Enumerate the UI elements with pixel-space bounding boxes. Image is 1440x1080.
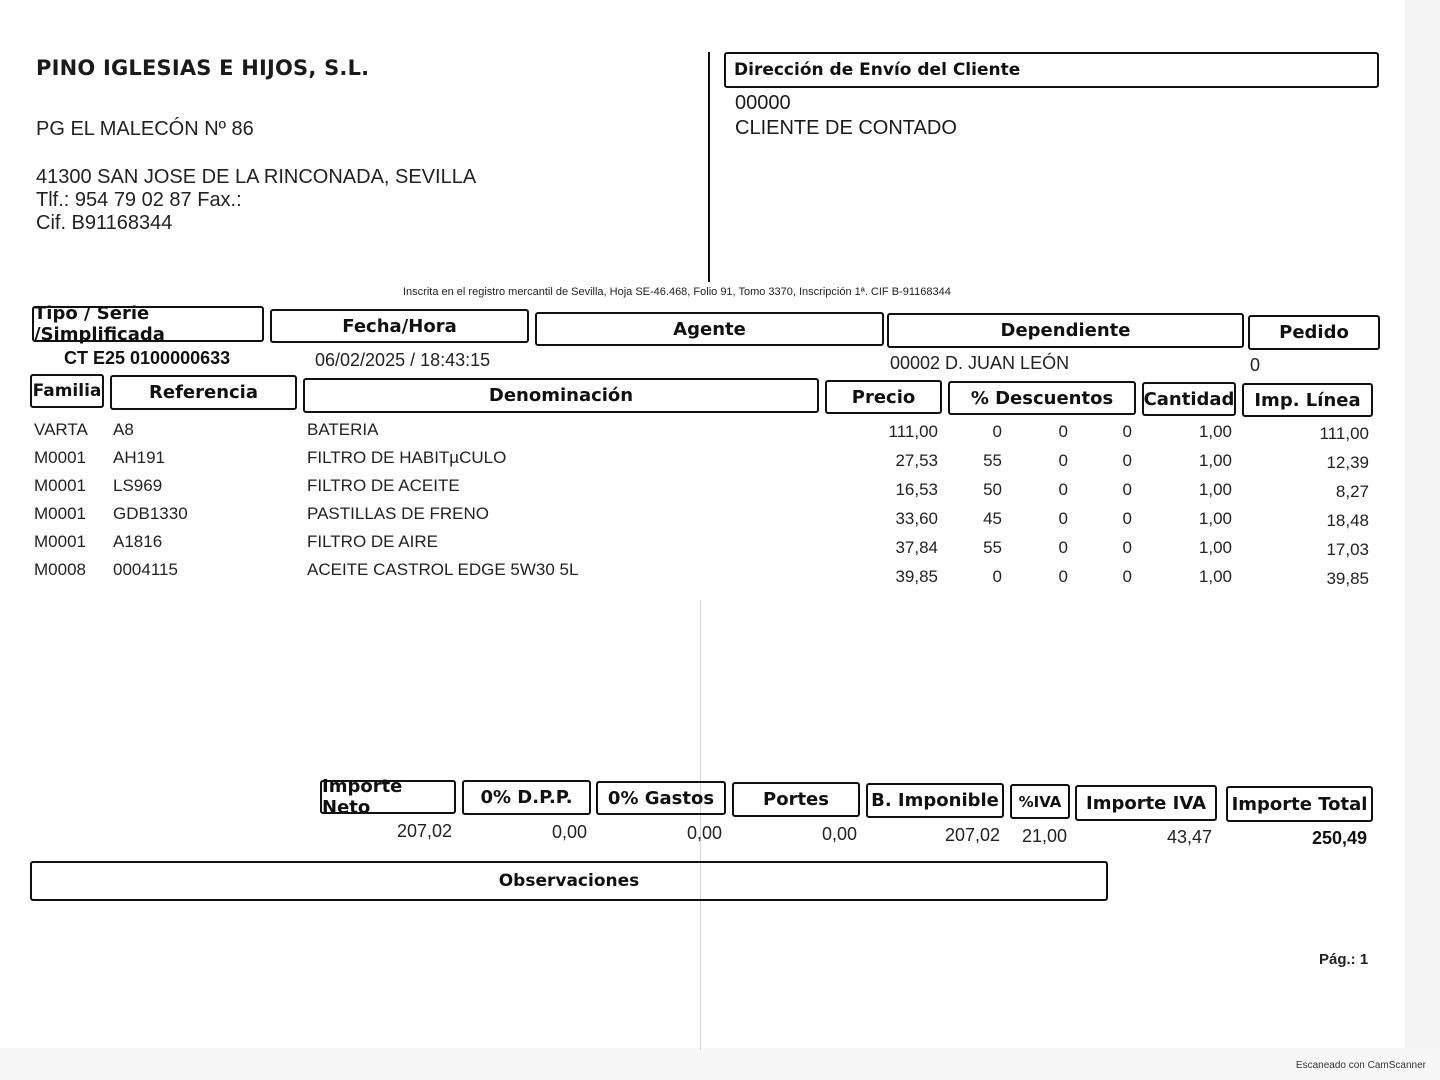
line-precio: 33,60 — [895, 509, 938, 528]
header-tipo: Tipo / Serie /Simplificada — [32, 306, 264, 342]
line-precio: 16,53 — [895, 480, 938, 499]
line-familia: M0001 — [34, 504, 86, 523]
header-descuentos: % Descuentos — [948, 381, 1136, 415]
line-familia: M0001 — [34, 532, 86, 551]
header-denominacion: Denominación — [303, 378, 819, 413]
value-importe-total: 250,49 — [1311, 828, 1367, 848]
header-dependiente: Dependiente — [887, 313, 1244, 348]
line-denominacion: PASTILLAS DE FRENO — [307, 504, 490, 523]
header-fecha: Fecha/Hora — [270, 309, 529, 343]
company-address-line2: 41300 SAN JOSE DE LA RINCONADA, SEVILLA — [36, 166, 477, 188]
line-descuento-3: 0 — [1122, 538, 1132, 557]
line-importe: 39,85 — [1326, 569, 1369, 588]
line-precio: 27,53 — [895, 451, 938, 470]
company-name: PINO IGLESIAS E HIJOS, S.L. — [36, 56, 370, 80]
line-descuento-3: 0 — [1122, 480, 1132, 499]
line-familia: M0001 — [34, 476, 86, 495]
line-denominacion: ACEITE CASTROL EDGE 5W30 5L — [307, 560, 579, 579]
line-cantidad: 1,00 — [1198, 509, 1232, 528]
value-importe-iva: 43,47 — [1166, 827, 1212, 847]
line-descuento-1: 45 — [983, 509, 1002, 528]
line-precio: 111,00 — [888, 422, 938, 441]
line-item-row — [0, 476, 1440, 502]
line-descuento-3: 0 — [1122, 509, 1132, 528]
line-item-row — [0, 448, 1440, 474]
registry-note: Inscrita en el registro mercantil de Sevilla, Hoja SE-46.468, Folio 91, Tomo 3370, Inscripción 1ª. CIF B-91168344 — [403, 286, 951, 298]
line-familia: M0001 — [34, 448, 86, 467]
header-importe-total: Importe Total — [1226, 786, 1373, 822]
line-cantidad: 1,00 — [1198, 480, 1232, 499]
company-address-line1: PG EL MALECÓN Nº 86 — [36, 118, 254, 140]
line-item-row — [0, 504, 1440, 530]
line-cantidad: 1,00 — [1198, 538, 1232, 557]
header-referencia: Referencia — [110, 375, 297, 410]
value-dpp: 0,00 — [551, 822, 587, 842]
line-item-row — [0, 560, 1440, 586]
line-importe: 8,27 — [1335, 482, 1369, 501]
client-name: CLIENTE DE CONTADO — [735, 117, 957, 139]
line-importe: 18,48 — [1326, 511, 1369, 530]
line-descuento-3: 0 — [1122, 451, 1132, 470]
page-number: Pág.: 1 — [1319, 951, 1369, 968]
line-cantidad: 1,00 — [1198, 567, 1232, 586]
scanner-watermark: Escaneado con CamScanner — [1295, 1060, 1426, 1071]
header-iva-pct: %IVA — [1010, 784, 1070, 819]
value-importe-neto: 207,02 — [396, 821, 452, 841]
company-cif: Cif. B91168344 — [36, 212, 173, 234]
line-descuento-1: 0 — [992, 567, 1002, 586]
header-portes: Portes — [732, 782, 860, 817]
scan-bottom-strip — [0, 1048, 1440, 1080]
line-denominacion: FILTRO DE AIRE — [307, 532, 438, 551]
line-denominacion: FILTRO DE ACEITE — [307, 476, 460, 495]
value-dependiente: 00002 D. JUAN LEÓN — [890, 353, 1070, 373]
header-importe-neto: Importe Neto — [320, 780, 456, 814]
line-importe: 12,39 — [1326, 453, 1369, 472]
line-descuento-2: 0 — [1058, 509, 1068, 528]
line-descuento-1: 50 — [983, 480, 1002, 499]
line-referencia: GDB1330 — [113, 504, 188, 523]
line-familia: VARTA — [34, 420, 88, 439]
header-cantidad: Cantidad — [1142, 382, 1236, 416]
line-referencia: A1816 — [113, 532, 163, 551]
value-iva-pct: 21,00 — [1022, 826, 1068, 846]
header-agente: Agente — [535, 312, 884, 346]
line-descuento-2: 0 — [1058, 451, 1068, 470]
line-referencia: 0004115 — [113, 560, 178, 579]
line-descuento-2: 0 — [1058, 538, 1068, 557]
line-referencia: LS969 — [113, 476, 163, 495]
header-familia: Familia — [30, 374, 104, 408]
line-cantidad: 1,00 — [1198, 451, 1232, 470]
line-referencia: AH191 — [113, 448, 165, 467]
line-descuento-1: 55 — [983, 451, 1002, 470]
line-descuento-1: 0 — [992, 422, 1002, 441]
line-item-row — [0, 420, 1440, 446]
client-code: 00000 — [735, 92, 791, 114]
shipping-divider — [708, 52, 710, 282]
line-importe: 111,00 — [1319, 424, 1369, 443]
line-item-row — [0, 532, 1440, 558]
line-denominacion: FILTRO DE HABITµCULO — [307, 448, 507, 467]
line-descuento-3: 0 — [1122, 567, 1132, 586]
line-descuento-2: 0 — [1058, 480, 1068, 499]
value-pedido: 0 — [1250, 355, 1261, 375]
line-precio: 37,84 — [895, 538, 938, 557]
header-dpp: 0% D.P.P. — [462, 780, 591, 815]
line-cantidad: 1,00 — [1198, 422, 1232, 441]
header-gastos: 0% Gastos — [596, 781, 726, 815]
line-descuento-3: 0 — [1122, 422, 1132, 441]
line-referencia: A8 — [113, 420, 134, 439]
header-imp-linea: Imp. Línea — [1242, 383, 1373, 417]
line-importe: 17,03 — [1326, 540, 1369, 559]
value-gastos: 0,00 — [686, 823, 722, 843]
paper-edge-shadow — [1405, 0, 1440, 1060]
header-pedido: Pedido — [1248, 315, 1380, 350]
line-descuento-1: 55 — [983, 538, 1002, 557]
header-precio: Precio — [825, 380, 942, 414]
line-denominacion: BATERIA — [307, 420, 379, 439]
line-precio: 39,85 — [895, 567, 938, 586]
observaciones-box: Observaciones — [30, 861, 1108, 901]
line-familia: M0008 — [34, 560, 86, 579]
company-phone: Tlf.: 954 79 02 87 Fax.: — [36, 189, 242, 211]
header-importe-iva: Importe IVA — [1075, 785, 1217, 821]
value-portes: 0,00 — [821, 824, 857, 844]
value-tipo: CT E25 0100000633 — [64, 348, 231, 368]
value-base-imponible: 207,02 — [944, 825, 1000, 845]
value-fecha: 06/02/2025 / 18:43:15 — [315, 350, 491, 370]
line-descuento-2: 0 — [1058, 567, 1068, 586]
shipping-header: Dirección de Envío del Cliente — [724, 52, 1379, 88]
header-base-imponible: B. Imponible — [866, 783, 1004, 818]
line-descuento-2: 0 — [1058, 422, 1068, 441]
